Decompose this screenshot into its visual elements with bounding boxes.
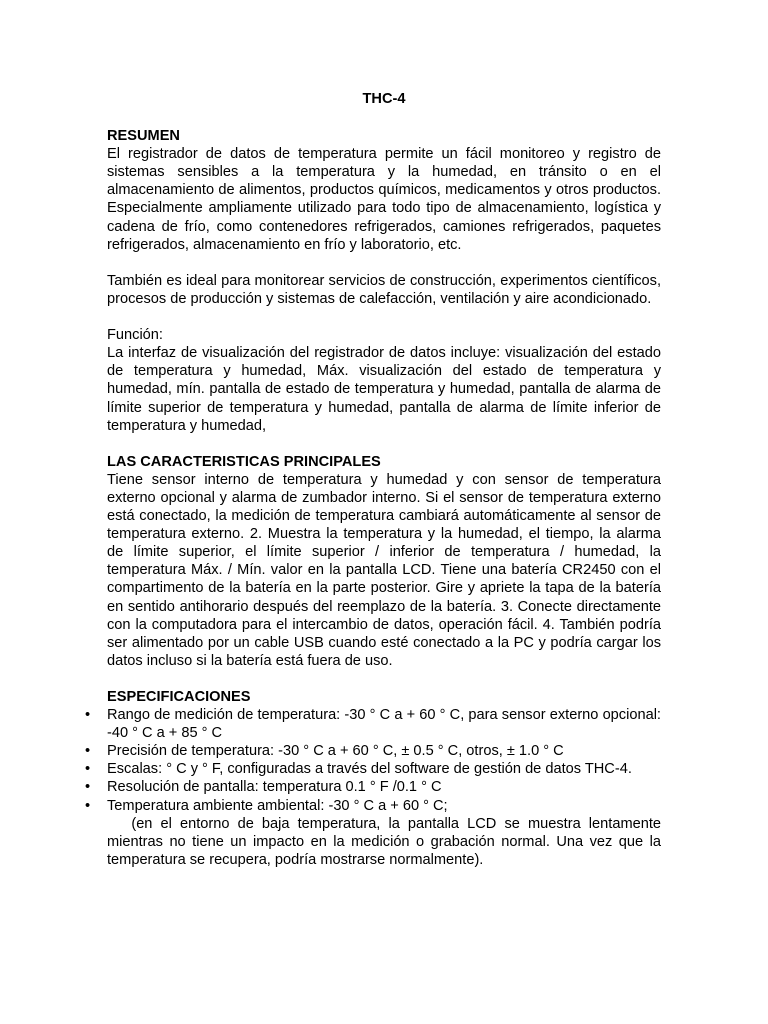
caracteristicas-paragraph: Tiene sensor interno de temperatura y humedad y con sensor de temperatura externo opcional y alarma de zumbador interno. Si el sensor de temperatura externo está conectado, la medición de temperatura cambiará automáticamente al sensor de temperatura externo. 2. Muestra la temperatura y la humedad, el tiempo, la alarma de límite superior, el límite superior / inferior de temperatura / humedad, la temperatura Máx. / Mín. valor en la pantalla LCD. Tiene una batería CR2450 con el compartimento de la batería en la parte posterior. Gire y apriete la tapa de la batería en sentido antihorario después del reemplazo de la batería. 3. Conecte directamente con la computadora para el intercambio de datos, operación fácil. 4. También podría ser alimentado por un cable USB cuando esté conectado a la PC y podría cargar los datos incluso si la batería está fuera de uso. bbox=[107, 471, 661, 669]
bullet-icon: • bbox=[85, 743, 91, 760]
spec-item bbox=[85, 760, 661, 778]
resumen-heading: RESUMEN bbox=[107, 128, 180, 145]
specifications-list bbox=[85, 706, 661, 815]
bullet-icon: • bbox=[85, 707, 91, 724]
document-title: THC-4 bbox=[362, 91, 406, 107]
spec-item-text: Precisión de temperatura: -30 ° C a + 60 ° C, ± 0.5 ° C, otros, ± 1.0 ° C bbox=[107, 743, 564, 760]
spec-item-text: Temperatura ambiente ambiental: -30 ° C a + 60 ° C; bbox=[107, 797, 448, 814]
funcion-label: Función: bbox=[107, 327, 163, 344]
resumen-paragraph-2: También es ideal para monitorear servicios de construcción, experimentos científicos, procesos de producción y sistemas de calefacción, ventilación y aire acondicionado. bbox=[107, 272, 661, 307]
spec-item bbox=[85, 706, 661, 742]
funcion-paragraph: La interfaz de visualización del registrador de datos incluye: visualización del estado de temperatura y humedad, Máx. visualización del estado de temperatura y humedad, mín. pantalla de estado de temperatura y humedad, pantalla de alarma de límite superior de temperatura y humedad, pantalla de alarma de límite inferior de temperatura y humedad, bbox=[107, 345, 661, 434]
resumen-paragraph-1: El registrador de datos de temperatura permite un fácil monitoreo y registro de sistemas sensibles a la temperatura y la humedad, en tránsito o en el almacenamiento de alimentos, productos químicos, medicamentos y otros productos. Especialmente ampliamente utilizado para todo tipo de almacenamiento, logística y cadena de frío, como contenedores refrigerados, camiones refrigerados, paquetes refrigerados, almacenamiento en frío y laboratorio, etc. bbox=[107, 146, 661, 253]
bullet-icon: • bbox=[85, 779, 91, 796]
spec-item bbox=[85, 778, 661, 796]
spec-item bbox=[85, 797, 661, 815]
caracteristicas-heading: LAS CARACTERISTICAS PRINCIPALES bbox=[107, 453, 381, 470]
document-page bbox=[85, 90, 662, 869]
especificaciones-heading: ESPECIFICACIONES bbox=[107, 689, 251, 705]
spec-item-text: Resolución de pantalla: temperatura 0.1 ° F /0.1 ° C bbox=[107, 779, 442, 796]
spec-item-text: Rango de medición de temperatura: -30 ° C a + 60 ° C, para sensor externo opcional: -40 ° C a + 85 ° C bbox=[107, 707, 661, 742]
spec-item-text: Escalas: ° C y ° F, configuradas a través del software de gestión de datos THC-4. bbox=[107, 761, 632, 778]
bullet-icon: • bbox=[85, 797, 91, 814]
bullet-icon: • bbox=[85, 761, 91, 778]
specifications-note-text: (en el entorno de baja temperatura, la pantalla LCD se muestra lentamente mientras no tiene un impacto en la medición o grabación normal. Una vez que la temperatura se recupera, podría mostrarse normalmente). bbox=[107, 815, 662, 868]
specifications-note bbox=[107, 815, 661, 869]
spec-item bbox=[85, 742, 661, 760]
